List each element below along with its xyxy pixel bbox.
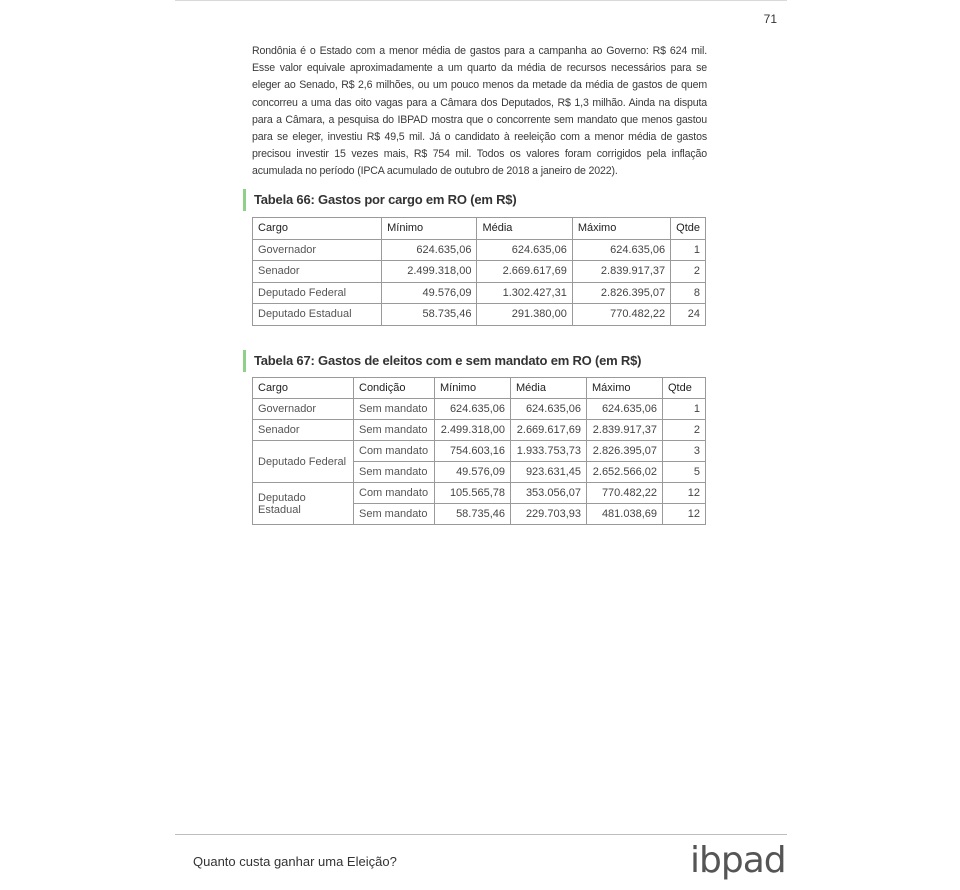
table-row	[253, 483, 706, 504]
table-header-row	[253, 218, 706, 240]
cell-cargo: Senador	[253, 261, 382, 283]
cell-maximo: 2.652.566,02	[587, 462, 663, 483]
header-minimo: Mínimo	[382, 218, 477, 240]
table-row	[253, 441, 706, 462]
cell-cargo: Deputado Estadual	[253, 483, 354, 525]
header-qtde: Qtde	[671, 218, 706, 240]
cell-minimo: 58.735,46	[382, 304, 477, 326]
cell-minimo: 49.576,09	[435, 462, 511, 483]
cell-maximo: 2.826.395,07	[587, 441, 663, 462]
cell-media: 291.380,00	[477, 304, 572, 326]
cell-media: 624.635,06	[477, 239, 572, 261]
table-row	[253, 261, 706, 283]
cell-maximo: 2.839.917,37	[587, 420, 663, 441]
cell-qtde: 24	[671, 304, 706, 326]
top-rule	[175, 0, 787, 1]
cell-maximo: 2.826.395,07	[572, 282, 670, 304]
header-media: Média	[477, 218, 572, 240]
header-maximo: Máximo	[572, 218, 670, 240]
cell-qtde: 8	[671, 282, 706, 304]
cell-maximo: 481.038,69	[587, 504, 663, 525]
cell-cargo: Senador	[253, 420, 354, 441]
cell-minimo: 754.603,16	[435, 441, 511, 462]
cell-maximo: 2.839.917,37	[572, 261, 670, 283]
cell-condicao: Com mandato	[354, 483, 435, 504]
cell-qtde: 1	[671, 239, 706, 261]
cell-media: 229.703,93	[511, 504, 587, 525]
cell-qtde: 5	[663, 462, 706, 483]
cell-minimo: 624.635,06	[382, 239, 477, 261]
header-cargo: Cargo	[253, 218, 382, 240]
header-minimo: Mínimo	[435, 378, 511, 399]
cell-condicao: Sem mandato	[354, 504, 435, 525]
table-67	[252, 377, 706, 525]
table-66-title: Tabela 66: Gastos por cargo em RO (em R$)	[243, 189, 516, 211]
cell-minimo: 105.565,78	[435, 483, 511, 504]
header-qtde: Qtde	[663, 378, 706, 399]
footer-rule	[175, 834, 787, 835]
cell-qtde: 3	[663, 441, 706, 462]
table-header-row	[253, 378, 706, 399]
table-66	[252, 217, 706, 326]
cell-minimo: 49.576,09	[382, 282, 477, 304]
table-row	[253, 399, 706, 420]
cell-maximo: 624.635,06	[572, 239, 670, 261]
header-condicao: Condição	[354, 378, 435, 399]
cell-maximo: 770.482,22	[587, 483, 663, 504]
cell-qtde: 2	[671, 261, 706, 283]
cell-cargo: Deputado Federal	[253, 282, 382, 304]
cell-condicao: Sem mandato	[354, 462, 435, 483]
cell-cargo: Deputado Federal	[253, 441, 354, 483]
cell-media: 1.933.753,73	[511, 441, 587, 462]
table-row	[253, 420, 706, 441]
cell-cargo: Deputado Estadual	[253, 304, 382, 326]
header-maximo: Máximo	[587, 378, 663, 399]
cell-qtde: 1	[663, 399, 706, 420]
cell-media: 353.056,07	[511, 483, 587, 504]
table-row	[253, 304, 706, 326]
cell-media: 923.631,45	[511, 462, 587, 483]
cell-cargo: Governador	[253, 239, 382, 261]
cell-cargo: Governador	[253, 399, 354, 420]
header-cargo: Cargo	[253, 378, 354, 399]
cell-media: 1.302.427,31	[477, 282, 572, 304]
cell-condicao: Com mandato	[354, 441, 435, 462]
cell-minimo: 58.735,46	[435, 504, 511, 525]
page-number: 71	[763, 12, 777, 26]
cell-media: 2.669.617,69	[477, 261, 572, 283]
cell-media: 2.669.617,69	[511, 420, 587, 441]
cell-qtde: 2	[663, 420, 706, 441]
cell-qtde: 12	[663, 504, 706, 525]
table-row	[253, 239, 706, 261]
cell-minimo: 2.499.318,00	[382, 261, 477, 283]
ibpad-logo: ibpad	[690, 840, 786, 881]
header-media: Média	[511, 378, 587, 399]
cell-condicao: Sem mandato	[354, 420, 435, 441]
cell-maximo: 624.635,06	[587, 399, 663, 420]
cell-minimo: 624.635,06	[435, 399, 511, 420]
cell-media: 624.635,06	[511, 399, 587, 420]
body-paragraph: Rondônia é o Estado com a menor média de gastos para a campanha ao Governo: R$ 624 mil. Esse valor equivale aproximadamente a um quarto da média de recursos necessários para se eleger ao Senado, R$ 2,6 milhões, ou um pouco menos da metade da média de gastos de quem concorreu a uma das oito vagas para a Câmara dos Deputados, R$ 1,3 milhão. Ainda na disputa para a Câmara, a pesquisa do IBPAD mostra que o concorrente sem mandato que menos gastou para se eleger, investiu R$ 49,5 mil. Já o candidato à reeleição com a menor média de gastos precisou investir 15 vezes mais, R$ 754 mil. Todos os valores foram corrigidos pela inflação acumulada no período (IPCA acumulado de outubro de 2018 a janeiro de 2022).	[252, 45, 707, 178]
table-67-title: Tabela 67: Gastos de eleitos com e sem mandato em RO (em R$)	[243, 350, 641, 372]
footer-title: Quanto custa ganhar uma Eleição?	[193, 854, 397, 869]
table-row	[253, 282, 706, 304]
cell-qtde: 12	[663, 483, 706, 504]
cell-condicao: Sem mandato	[354, 399, 435, 420]
cell-maximo: 770.482,22	[572, 304, 670, 326]
cell-minimo: 2.499.318,00	[435, 420, 511, 441]
